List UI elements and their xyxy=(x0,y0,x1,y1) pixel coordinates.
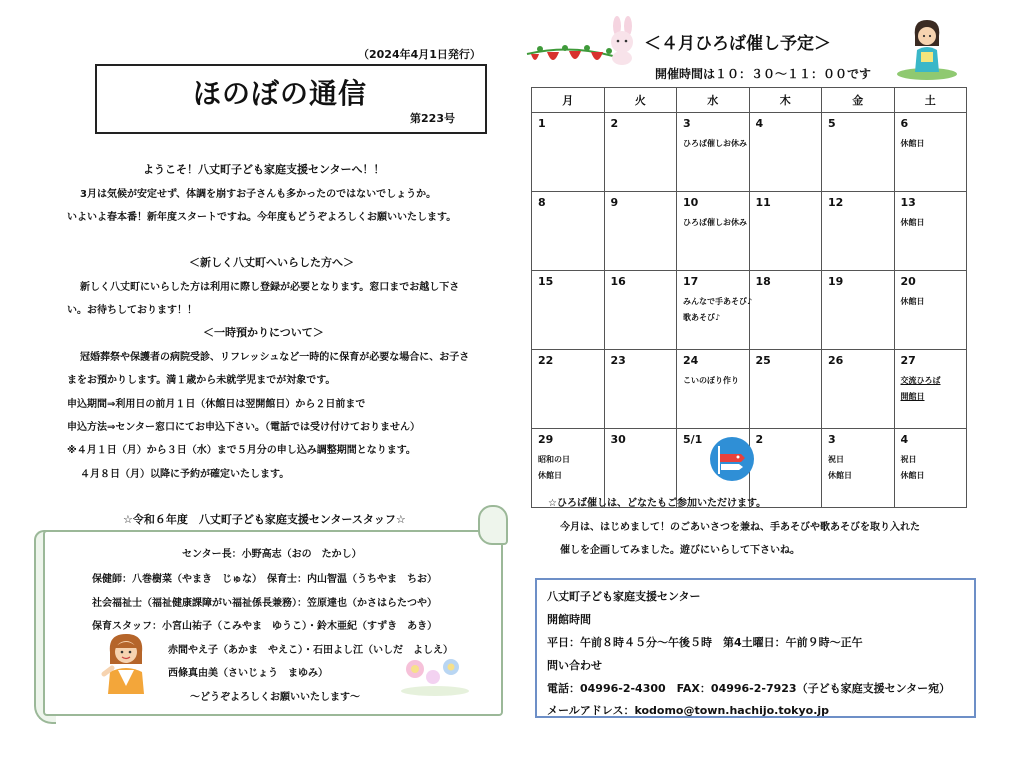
calendar-day-cell xyxy=(604,350,677,429)
day-event: ひろば催しお休み xyxy=(683,139,747,148)
calendar-day-cell xyxy=(822,271,895,350)
center-info-box xyxy=(535,578,976,718)
center-name: 八丈町子ども家庭支援センター xyxy=(547,590,701,603)
newsletter-title: ほのぼの通信 xyxy=(193,77,368,110)
staff-line-1: 保健師：八巻樹菜（やまき じゅな） 保育士：内山智温（うちやま ちお） xyxy=(92,574,437,585)
staff-head: センター長：小野高志（おの たかし） xyxy=(182,549,362,560)
day-header: 火 xyxy=(604,88,677,113)
staff-line-3: 保育スタッフ：小宮山祐子（こみやま ゆうこ）・鈴木亜紀（すずき あき） xyxy=(92,621,438,632)
day-event: 休館日 xyxy=(900,139,925,148)
day-number: 18 xyxy=(755,275,771,288)
day-event: 休館日 xyxy=(538,471,562,480)
day-event: ひろば催しお休み xyxy=(683,218,747,227)
day-number: 11 xyxy=(755,196,771,209)
day-number: 3 xyxy=(828,433,836,446)
newcomers-line-1: 新しく八丈町にいらした方は利用に際し登録が必要となります。窓口までお越し下さ xyxy=(80,282,460,293)
day-number: 25 xyxy=(755,354,771,367)
day-number: 17 xyxy=(683,275,699,288)
day-event: 歌あそび♪ xyxy=(683,313,721,322)
calendar-day-cell xyxy=(894,271,967,350)
calendar-day-cell xyxy=(677,350,750,429)
calendar-day-cell xyxy=(532,113,605,192)
calendar-day-cell xyxy=(894,192,967,271)
calendar-week-row xyxy=(532,113,967,192)
calendar-day-cell xyxy=(822,350,895,429)
notes-line-1: ☆ひろば催しは、どなたもご参加いただけます。 xyxy=(548,498,767,509)
day-number: 3 xyxy=(683,117,691,130)
day-number: 13 xyxy=(900,196,916,209)
day-event: 祝日 xyxy=(828,455,844,464)
scroll-curl-right xyxy=(478,505,508,545)
day-number: 26 xyxy=(828,354,844,367)
calendar-day-cell xyxy=(749,192,822,271)
calendar-day-cell xyxy=(822,113,895,192)
calendar-day-cell xyxy=(894,113,967,192)
day-number: 30 xyxy=(610,433,626,446)
newsletter-title-box xyxy=(95,64,487,134)
day-number: 27 xyxy=(900,354,916,367)
day-event: 交流ひろば xyxy=(900,376,941,385)
day-number: 5 xyxy=(828,117,836,130)
day-number: 1 xyxy=(538,117,546,130)
notes-line-3: 催しを企画してみました。遊びにいらして下さいね。 xyxy=(560,545,800,556)
staff-line-5: 西條真由美（さいじょう まゆみ） xyxy=(168,668,328,679)
day-header: 月 xyxy=(532,88,605,113)
day-event: 休館日 xyxy=(828,471,852,480)
day-event: みんなで手あそび♪ xyxy=(683,297,753,306)
temp-care-line-4: 申込方法⇒センター窓口にてお申込下さい。（電話では受け付けておりません） xyxy=(67,422,420,433)
day-event: 休館日 xyxy=(900,218,925,227)
day-event: 休館日 xyxy=(900,297,925,306)
day-number: 2 xyxy=(610,117,619,130)
calendar-header-row xyxy=(532,88,967,113)
calendar-body xyxy=(532,113,967,508)
newcomers-heading: ＜新しく八丈町へいらした方へ＞ xyxy=(189,256,354,269)
day-event: こいのぼり作り xyxy=(683,376,739,385)
calendar-day-cell xyxy=(822,429,895,508)
calendar-week-row xyxy=(532,350,967,429)
day-header: 木 xyxy=(749,88,822,113)
day-number: 4 xyxy=(755,117,764,130)
bunny-illustration xyxy=(602,16,642,66)
staff-line-4: 赤間やえ子（あかま やえこ）・石田よし江（いしだ よしえ） xyxy=(168,645,453,656)
calendar-day-cell xyxy=(532,271,605,350)
calendar-day-cell xyxy=(749,113,822,192)
koinobori-icon xyxy=(709,436,755,482)
day-event: 祝日 xyxy=(900,455,917,464)
phone-fax: 電話：04996-2-4300 FAX：04996-2-7923（子ども家庭支援センター宛） xyxy=(547,682,951,695)
temp-care-line-6: ４月８日（月）以降に予約が確定いたします。 xyxy=(80,469,290,480)
day-header: 土 xyxy=(894,88,967,113)
day-number: 29 xyxy=(538,433,554,446)
temp-care-heading: ＜一時預かりについて＞ xyxy=(203,326,324,339)
calendar-day-cell xyxy=(677,271,753,350)
calendar-time: 開催時間は１０：３０～１１：００です xyxy=(655,67,872,81)
calendar-day-cell xyxy=(677,192,750,271)
hours-text: 平日：午前８時４５分～午後５時 第4土曜日：午前９時～正午 xyxy=(547,636,863,649)
calendar-day-cell xyxy=(894,429,967,508)
day-number: 24 xyxy=(683,354,699,367)
calendar-day-cell xyxy=(604,192,677,271)
calendar-day-cell xyxy=(749,271,822,350)
day-header: 金 xyxy=(822,88,895,113)
children-flowers-illustration xyxy=(397,655,473,697)
hours-label: 開館時間 xyxy=(547,613,591,626)
intro-line-2: いよいよ春本番！新年度スタートですね。今年度もどうぞよろしくお願いいたします。 xyxy=(67,212,457,223)
day-header: 水 xyxy=(677,88,750,113)
temp-care-line-2: まをお預かりします。満１歳から未就学児までが対象です。 xyxy=(67,375,336,386)
calendar-week-row xyxy=(532,192,967,271)
intro-line-1: 3月は気候が安定せず、体調を崩すお子さんも多かったのではないでしょうか。 xyxy=(80,189,437,200)
calendar-heading: ＜４月ひろば催し予定＞ xyxy=(644,34,831,54)
calendar-day-cell xyxy=(677,113,750,192)
notes-line-2: 今月は、はじめまして！のごあいさつを兼ね、手あそびや歌あそびを取り入れた xyxy=(560,522,920,533)
calendar-day-cell xyxy=(604,113,677,192)
temp-care-line-3: 申込期間⇒利用日の前月１日（休館日は翌開館日）から２日前まで xyxy=(67,399,366,410)
day-number: 23 xyxy=(610,354,626,367)
day-number: 5/1 xyxy=(683,433,703,446)
newcomers-line-2: い。お待ちしております！！ xyxy=(67,305,197,316)
issue-number: 第223号 xyxy=(410,112,455,125)
day-number: 12 xyxy=(828,196,844,209)
day-number: 10 xyxy=(683,196,699,209)
calendar-day-cell xyxy=(822,192,895,271)
staff-line-2: 社会福祉士（福祉健康課障がい福祉係長兼務）：笠原達也（かさはらたつや） xyxy=(92,598,437,609)
calendar-day-cell xyxy=(894,350,967,429)
calendar-day-cell xyxy=(532,350,605,429)
day-number: 4 xyxy=(900,433,909,446)
email-address[interactable]: メールアドレス：kodomo@town.hachijo.tokyo.jp xyxy=(547,704,830,717)
calendar-table xyxy=(531,87,967,508)
welcome-heading: ようこそ！八丈町子ども家庭支援センターへ！！ xyxy=(143,163,385,176)
day-number: 8 xyxy=(538,196,546,209)
day-number: 20 xyxy=(900,275,916,288)
day-number: 19 xyxy=(828,275,844,288)
day-number: 9 xyxy=(610,196,619,209)
day-number: 6 xyxy=(900,117,909,130)
temp-care-line-5: ※４月１日（月）から３日（水）まで５月分の申し込み調整期間となります。 xyxy=(67,445,416,456)
temp-care-line-1: 冠婚葬祭や保護者の病院受診、リフレッシュなど一時的に保育が必要な場合に、お子さ xyxy=(80,352,470,363)
issue-date: （2024年4月1日発行） xyxy=(358,48,481,61)
calendar-day-cell xyxy=(749,350,822,429)
calendar-day-cell xyxy=(532,192,605,271)
day-number: 22 xyxy=(538,354,554,367)
girl-illustration xyxy=(897,16,957,80)
day-event: 昭和の日 xyxy=(538,455,570,464)
staff-closing: ～どうぞよろしくお願いいたします～ xyxy=(190,692,360,703)
day-number: 2 xyxy=(755,433,764,446)
staff-title: ☆令和６年度 八丈町子ども家庭支援センタースタッフ☆ xyxy=(123,513,406,526)
contact-label: 問い合わせ xyxy=(547,659,602,672)
day-number: 16 xyxy=(610,275,626,288)
staff-woman-illustration xyxy=(98,630,154,694)
calendar-week-row xyxy=(532,271,967,350)
day-number: 15 xyxy=(538,275,554,288)
calendar-day-cell xyxy=(604,271,677,350)
day-event: 開館日 xyxy=(900,392,925,401)
day-event: 休館日 xyxy=(900,471,925,480)
